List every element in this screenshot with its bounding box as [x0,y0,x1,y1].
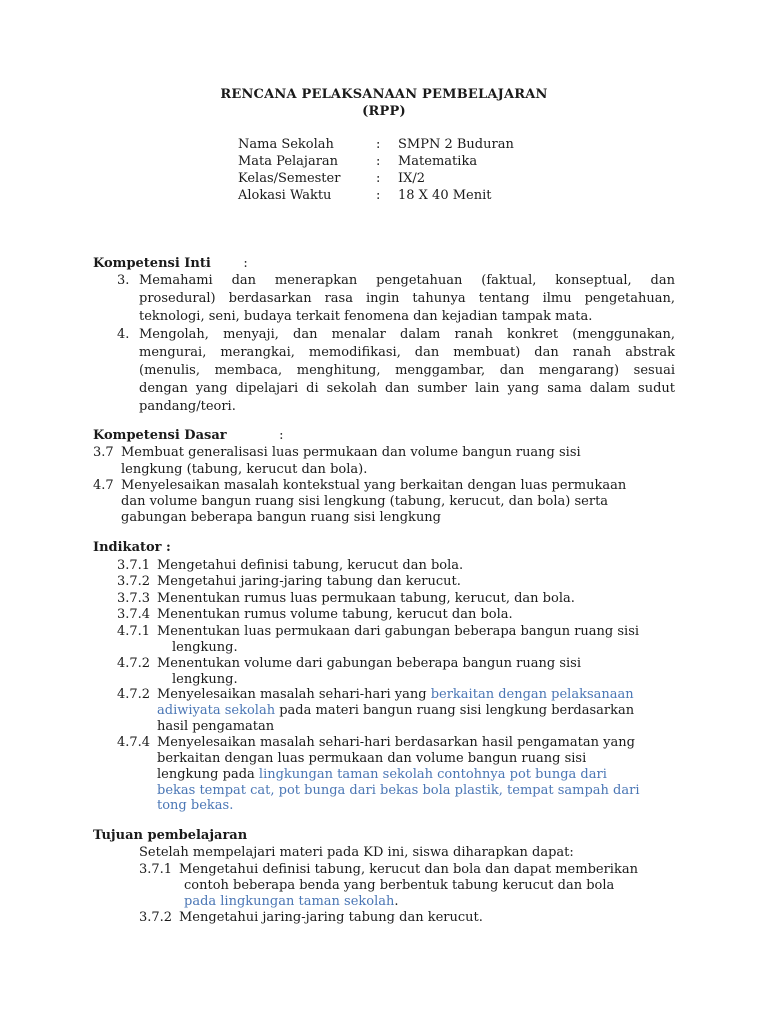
tujuan-intro: Setelah mempelajari materi pada KD ini, siswa diharapkan dapat: [139,845,574,860]
identity-colon: : [376,137,381,152]
indikator-item: Mengetahui jaring-jaring tabung dan kerucut. [157,574,461,589]
paragraph-line: dengan yang dipelajari di sekolah dan sumber lain yang sama dalam sudut [139,381,675,396]
section-colon: : [279,428,284,443]
identity-label: Alokasi Waktu [238,188,332,203]
identity-row [238,170,514,187]
list-number: 3.7.2 [139,910,173,925]
text-run: . [394,894,399,909]
indikator-item: Menentukan rumus luas permukaan tabung, kerucut, dan bola. [157,591,575,606]
list-number: 4.7.1 [117,624,151,639]
kompetensi-dasar-heading [93,428,284,443]
document-title: RENCANA PELAKSANAAN PEMBELAJARAN [220,87,548,102]
indikator-item-cont: lengkung. [172,672,238,687]
paragraph-line: Memahami dan menerapkan pengetahuan (faktual, konseptual, dan [139,273,675,288]
identity-value: SMPN 2 Buduran [398,137,514,152]
highlighted-text: bekas tempat cat, pot bunga dari bekas bola plastik, tempat sampah dari [157,783,640,798]
indikator-item: Menentukan luas permukaan dari gabungan beberapa bangun ruang sisi [157,624,640,639]
text-run: pada materi bangun ruang sisi lengkung berdasarkan [275,703,635,718]
section-colon: : [243,256,248,271]
list-number: 4.7.2 [117,687,151,702]
list-number: 4.7.2 [117,656,151,671]
highlighted-text: tong bekas. [157,798,234,813]
paragraph-line: (menulis, membaca, menghitung, menggambar, dan mengarang) sesuai [139,363,675,378]
paragraph-line: gabungan beberapa bangun ruang sisi lengkung [121,510,442,525]
indikator-item: Mengetahui definisi tabung, kerucut dan bola. [157,558,464,573]
highlighted-text: berkaitan dengan pelaksanaan [430,687,634,702]
list-number: 3.7 [93,445,114,460]
highlighted-text: lingkungan taman sekolah contohnya pot bunga dari [258,767,607,782]
list-number: 3. [117,273,130,288]
indikator-heading: Indikator : [93,540,171,555]
indikator-item: Menyelesaikan masalah sehari-hari berdasarkan hasil pengamatan yang [157,735,635,750]
paragraph-line: dan volume bangun ruang sisi lengkung (tabung, kerucut, dan bola) serta [121,494,609,509]
list-number: 3.7.2 [117,574,151,589]
identity-label: Mata Pelajaran [238,154,339,169]
list-number: 3.7.3 [117,591,151,606]
list-number: 3.7.1 [139,862,173,877]
indikator-item-cont: lengkung. [172,640,238,655]
paragraph-line: Membuat generalisasi luas permukaan dan volume bangun ruang sisi [121,445,581,460]
highlighted-text: pada lingkungan taman sekolah [184,894,395,909]
paragraph-line: pandang/teori. [139,399,236,414]
paragraph-line: Mengolah, menyaji, dan menalar dalam ranah konkret (menggunakan, [139,327,675,342]
identity-row [238,153,514,170]
tujuan-heading: Tujuan pembelajaran [93,828,248,843]
paragraph-line: Menyelesaikan masalah kontekstual yang berkaitan dengan luas permukaan [121,478,627,493]
identity-row [238,187,514,204]
identity-value: 18 X 40 Menit [398,188,492,203]
list-number: 3.7.4 [117,607,151,622]
section-heading-text: Kompetensi Dasar [93,428,227,443]
tujuan-item-cont: contoh beberapa benda yang berbentuk tabung kerucut dan bola [184,878,615,893]
identity-colon: : [376,188,381,203]
list-number: 4.7.4 [117,735,151,750]
list-number: 3.7.1 [117,558,151,573]
tujuan-item: Mengetahui definisi tabung, kerucut dan bola dan dapat memberikan [179,862,638,877]
text-run: Menyelesaikan masalah sehari-hari yang [157,687,431,702]
tujuan-item: Mengetahui jaring-jaring tabung dan kerucut. [179,910,483,925]
paragraph-line: teknologi, seni, budaya terkait fenomena dan kejadian tampak mata. [139,309,593,324]
identity-label: Nama Sekolah [238,137,334,152]
identity-label: Kelas/Semester [238,171,341,186]
paragraph-line: prosedural) berdasarkan rasa ingin tahunya tentang ilmu pengetahuan, [139,291,675,306]
highlighted-text: adiwiyata sekolah [157,703,276,718]
indikator-item-cont: hasil pengamatan [157,719,275,734]
indikator-item-cont: berkaitan dengan luas permukaan dan volume bangun ruang sisi [157,751,587,766]
identity-colon: : [376,171,381,186]
paragraph-line: mengurai, merangkai, memodifikasi, dan membuat) dan ranah abstrak [139,345,675,360]
section-heading-text: Kompetensi Inti [93,256,211,271]
list-number: 4.7 [93,478,114,493]
identity-value: IX/2 [398,171,426,186]
identity-row [238,136,514,153]
indikator-item: Menentukan volume dari gabungan beberapa bangun ruang sisi [157,656,581,671]
paragraph-line: lengkung (tabung, kerucut dan bola). [121,462,368,477]
indikator-item: Menentukan rumus volume tabung, kerucut dan bola. [157,607,513,622]
list-number: 4. [117,327,130,342]
kompetensi-inti-heading [93,256,248,271]
document-subtitle: (RPP) [362,104,406,119]
identity-colon: : [376,154,381,169]
text-run: lengkung pada [157,767,259,782]
identity-value: Matematika [398,154,478,169]
identity-block [238,136,514,204]
